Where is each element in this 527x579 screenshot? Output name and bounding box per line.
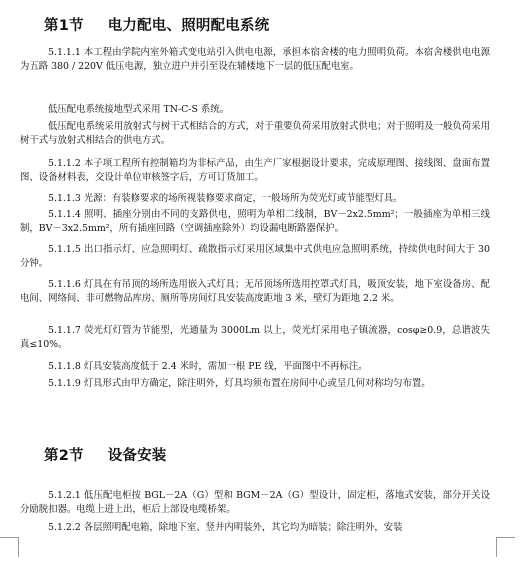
section-2-title: 设备安装 xyxy=(107,448,167,464)
paragraph-5-1-1-5: 5.1.1.5 出口指示灯、应急照明灯、疏散指示灯采用区域集中式供电应急照明系统，持续供电时间大于 30 分钟。 xyxy=(20,244,490,270)
section-2-number: 第2节 xyxy=(44,448,84,464)
section-2-heading xyxy=(44,444,167,465)
paragraph-5-1-1-6: 5.1.1.6 灯具在有吊顶的场所选用嵌入式灯具；无吊顶场所选用控罩式灯具，吸顶安装，地下室设备房、配电间、网络间、非可燃物品库房、厕所等房间灯具安装高度距地 3 米，壁灯为距地 2.2 米。 xyxy=(20,279,490,305)
paragraph-5-1-1-9: 5.1.1.9 灯具形式由甲方确定，除注明外，灯具均须布置在房间中心或呈几何对称均匀布置。 xyxy=(48,378,431,389)
paragraph-5-1-1-3: 5.1.1.3 光源：有装修要求的场所视装修要求商定，一般场所为荧光灯或节能型灯具。 xyxy=(48,193,403,204)
paragraph-5-1-1-8: 5.1.1.8 灯具安装高度低于 2.4 米时，需加一根 PE 线，平面图中不再标注。 xyxy=(48,361,368,372)
paragraph-5-1-1-4: 5.1.1.4 照明、插座分别由不同的支路供电，照明为单相二线制，BV－2x2.5mm²；一般插座为单相三线制，BV－3x2.5mm²，所有插座回路（空调插座除外）均设漏电断路器保护。 xyxy=(20,209,490,235)
section-1-heading xyxy=(44,14,269,35)
crop-mark-left-vertical xyxy=(18,537,19,557)
paragraph-grounding: 低压配电系统接地型式采用 TN-C-S 系统。 xyxy=(48,104,229,115)
crop-mark-right-vertical xyxy=(496,537,497,557)
paragraph-5-1-2-2: 5.1.2.2 各层照明配电箱，除地下室、竖井内明装外，其它均为暗装；除注明外，安装 xyxy=(48,522,403,533)
paragraph-5-1-1-7: 5.1.1.7 荧光灯灯管为节能型，光通量为 3000Lm 以上，荧光灯采用电子镇流器，cosφ≥0.9，总谐波失真≤10%。 xyxy=(20,325,490,351)
paragraph-5-1-1-2: 5.1.1.2 本子项工程所有控制箱均为非标产品，由生产厂家根据设计要求，完成原理图、接线图、盘面布置图、设备材料表，交设计单位审核签字后，方可订货加工。 xyxy=(20,158,490,184)
crop-mark-right-horizontal xyxy=(497,537,515,538)
paragraph-distribution: 低压配电系统采用放射式与树干式相结合的方式，对于重要负荷采用放射式供电；对于照明及一般负荷采用树干式与放射式相结合的供电方式。 xyxy=(20,121,490,147)
section-1-number: 第1节 xyxy=(44,18,84,34)
section-1-title: 电力配电、照明配电系统 xyxy=(107,18,270,34)
paragraph-5-1-1-1: 5.1.1.1 本工程由学院内室外箱式变电站引入供电电源，承担本宿舍楼的电力照明负荷。本宿舍楼供电电源为五路 380 / 220V 低压电源，独立进户并引至设在辅楼地下一层的低压配电室。 xyxy=(20,47,490,73)
crop-mark-left-horizontal xyxy=(0,537,18,538)
paragraph-5-1-2-1: 5.1.2.1 低压配电柜按 BGL－2A（G）型和 BGM－2A（G）型设计，固定柜，落地式安装，部分开关设分励脱扣器。电缆上进上出，柜后上部设电缆桥架。 xyxy=(20,490,490,516)
